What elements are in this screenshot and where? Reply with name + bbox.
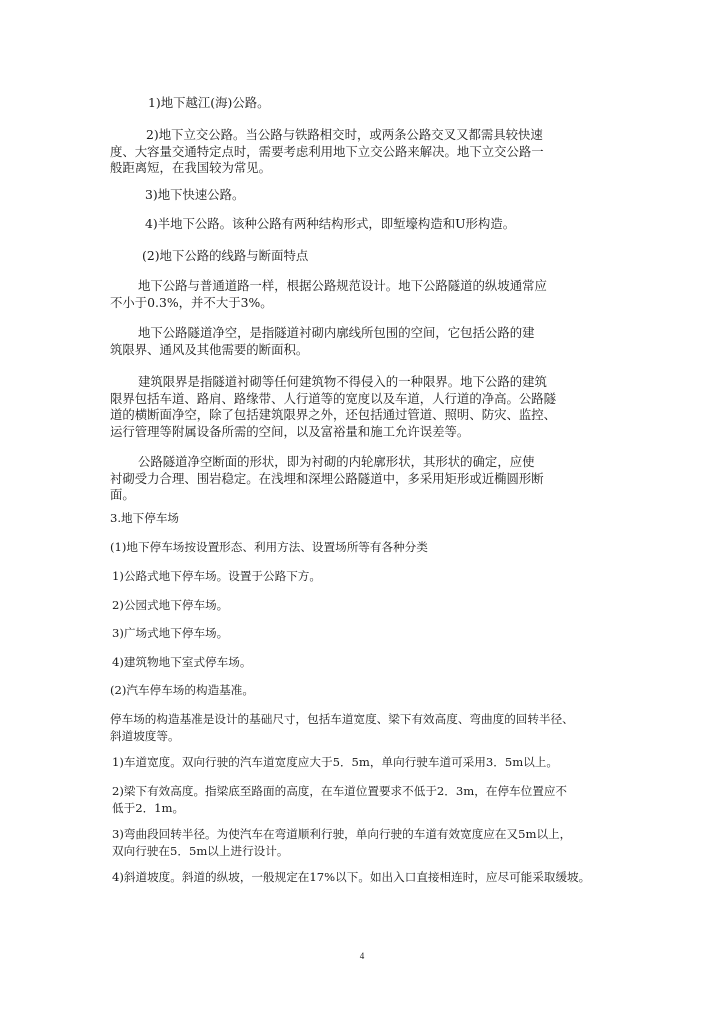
text-line: 建筑限界是指隧道衬砌等任何建筑物不得侵入的一种限界。地下公路的建筑 xyxy=(138,374,547,389)
text-line: 4)建筑物地下室式停车场。 xyxy=(112,655,252,669)
text-line: (2)地下公路的线路与断面特点 xyxy=(142,248,309,263)
text-line: 斜道坡度等。 xyxy=(110,728,180,743)
text-line: 停车场的构造基准是设计的基础尺寸，包括车道宽度、梁下有效高度、弯曲度的回转半径、 xyxy=(110,712,574,726)
text-line: 3)广场式地下停车场。 xyxy=(112,626,229,640)
text-line: 般距离短，在我国较为常见。 xyxy=(110,160,272,175)
text-line: 3.地下停车场 xyxy=(110,511,180,525)
text-line: 2)地下立交公路。当公路与铁路相交时，或两条公路交叉又都需具较快速 xyxy=(146,127,543,142)
text-line: 1)地下越江(海)公路。 xyxy=(148,95,270,110)
text-line: 4)斜道坡度。斜道的纵坡，一般规定在17%以下。如出入口直接相连时，应尽可能采取缓坡。 xyxy=(112,870,591,884)
text-line: 4)半地下公路。该种公路有两种结构形式，即堑壕构造和U形构造。 xyxy=(145,216,516,231)
paragraph-semi-underground-road xyxy=(145,216,655,233)
text-line: 双向行驶在5．5m以上进行设计。 xyxy=(112,843,289,858)
paragraph-park-parking xyxy=(112,597,622,614)
paragraph-section-heading-2 xyxy=(142,248,652,265)
text-line: 1)车道宽度。双向行驶的汽车道宽度应大于5．5m，单向行驶车道可采用3．5m以上。 xyxy=(112,755,558,769)
text-line: 衬砌受力合理、围岩稳定。在浅埋和深埋公路隧道中，多采用矩形或近椭圆形断 xyxy=(110,470,544,486)
paragraph-section-heading-3 xyxy=(110,510,620,527)
paragraph-basement-parking xyxy=(112,654,622,671)
paragraph-beam-clearance xyxy=(112,783,622,816)
paragraph-turning-radius xyxy=(112,826,622,859)
paragraph-road-parking xyxy=(112,568,622,585)
text-line: 低于2．1m。 xyxy=(112,800,185,815)
text-line: 2)公园式地下停车场。 xyxy=(112,598,229,612)
text-line: 公路隧道净空断面的形状，即为衬砌的内轮廓形状，其形状的确定，应使 xyxy=(138,454,535,469)
text-line: 3)弯曲段回转半径。为使汽车在弯道顺利行驶，单向行驶的车道有效宽度应在又5m以上， xyxy=(112,827,572,841)
text-line: 不小于0.3%，并不大于3%。 xyxy=(110,294,273,310)
paragraph-underground-river-road xyxy=(148,95,658,112)
text-line: 道的横断面净空，除了包括建筑限界之外，还包括通过管道、照明、防灾、监控、 xyxy=(110,407,557,422)
text-line: 2)梁下有效高度。指梁底至路面的高度，在车道位置要求不低于2．3m，在停车位置应不 xyxy=(112,784,568,798)
paragraph-structure-standard-heading xyxy=(110,682,620,699)
paragraph-underground-interchange-road xyxy=(110,127,620,177)
text-line: (2)汽车停车场的构造基准。 xyxy=(110,683,254,697)
paragraph-longitudinal-slope xyxy=(110,278,620,311)
paragraph-section-shape xyxy=(110,454,620,504)
text-line: 1)公路式地下停车场。设置于公路下方。 xyxy=(112,569,321,583)
paragraph-ramp-slope xyxy=(112,869,622,886)
page-number: 4 xyxy=(359,951,365,961)
text-line: 面。 xyxy=(110,487,135,502)
text-line: 筑限界、通风及其他需要的断面积。 xyxy=(110,341,309,357)
paragraph-tunnel-clearance xyxy=(110,325,620,358)
text-line: (1)地下停车场按设置形态、利用方法、设置场所等有各种分类 xyxy=(110,540,428,554)
text-line: 地下公路隧道净空，是指隧道衬砌内廓线所包围的空间，它包括公路的建 xyxy=(138,325,535,340)
paragraph-building-limit xyxy=(110,374,620,440)
text-line: 地下公路与普通道路一样，根据公路规范设计。地下公路隧道的纵坡通常应 xyxy=(138,278,547,293)
text-line: 3)地下快速公路。 xyxy=(145,187,245,202)
paragraph-square-parking xyxy=(112,625,622,642)
text-line: 度、大容量交通特定点时，需要考虑利用地下立交公路来解决。地下立交公路一 xyxy=(110,143,544,159)
paragraph-underground-expressway xyxy=(145,187,655,204)
text-line: 运行管理等附属设备所需的空间，以及富裕量和施工允许误差等。 xyxy=(110,423,470,439)
paragraph-parking-classification xyxy=(110,539,620,556)
text-line: 限界包括车道、路肩、路缘带、人行道等的宽度以及车道，人行道的净高。公路隧 xyxy=(110,390,557,406)
paragraph-lane-width xyxy=(112,754,622,771)
paragraph-structure-standard xyxy=(110,711,620,744)
